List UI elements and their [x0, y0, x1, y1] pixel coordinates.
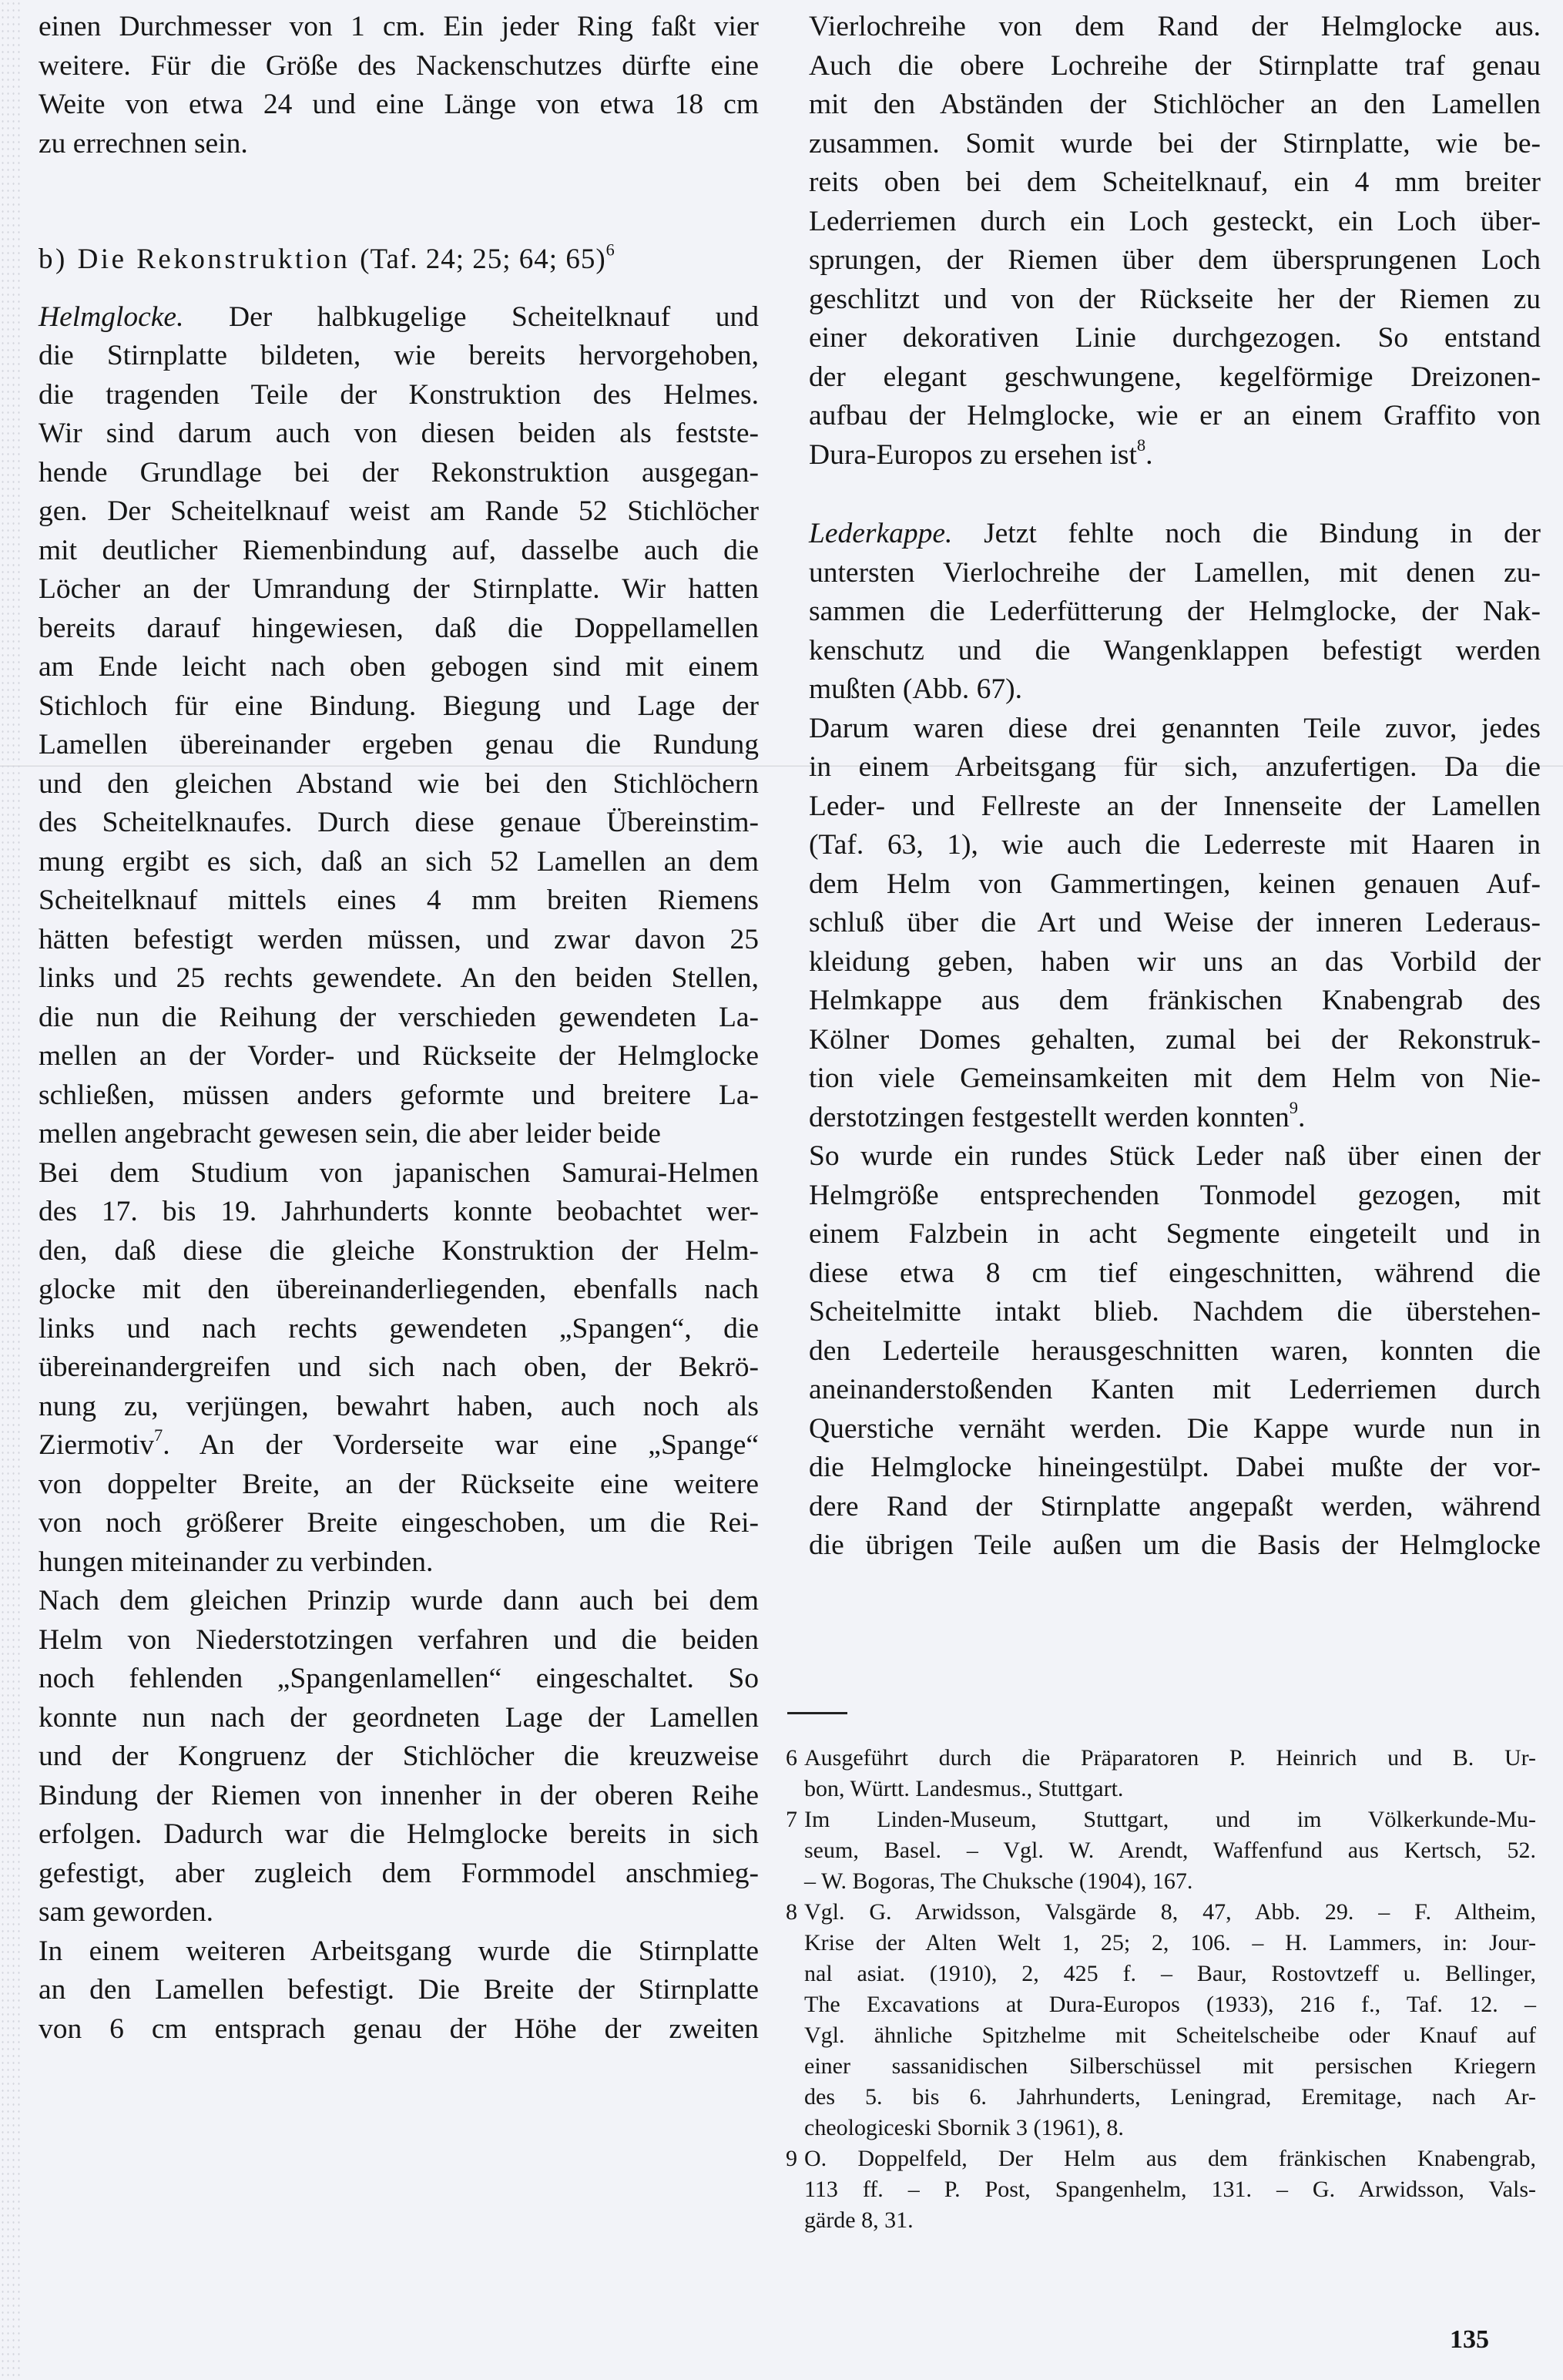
footnote-line: einer sassanidischen Silberschüssel mit persischen Kriegern	[804, 2053, 1536, 2079]
text-line: diese etwa 8 cm tief eingeschnitten, während die	[809, 1257, 1541, 1289]
paragraph-continuation	[809, 0, 1541, 475]
text-line: bereits darauf hingewiesen, daß die Doppellamellen	[39, 612, 759, 644]
text-line: links und nach rechts gewendeten „Spangen“, die	[39, 1312, 759, 1344]
text-line: den Lederteile herausgeschnitten waren, konnten die	[809, 1334, 1541, 1367]
text-line: Wir sind darum auch von diesen beiden als festste-	[39, 418, 759, 449]
text-line: hätten befestigt werden müssen, und zwar davon 25	[39, 923, 759, 955]
text-line: aneinanderstoßenden Kanten mit Lederriemen durch	[809, 1374, 1541, 1405]
text-fragment: Jetzt fehlte noch die Bindung in der	[984, 518, 1541, 549]
left-column	[39, 0, 759, 2049]
text-line: nung zu, verjüngen, bewahrt haben, auch noch als	[39, 1390, 759, 1422]
text-line: mung ergibt es sich, daß an sich 52 Lamellen an dem	[39, 845, 759, 878]
text-line: einer dekorativen Linie durchgezogen. So entstand	[809, 322, 1541, 354]
text-line: dem Helm von Gammertingen, keinen genauen Auf-	[809, 868, 1541, 900]
text-line: reits oben bei dem Scheitelknauf, ein 4 mm breiter	[809, 166, 1541, 198]
text-line: Bei dem Studium von japanischen Samurai-Helmen	[39, 1156, 759, 1189]
text-line: die tragenden Teile der Konstruktion des Helmes.	[39, 378, 759, 411]
footnote-line: Vgl. G. Arwidsson, Valsgärde 8, 47, Abb. 29. – F. Altheim,	[804, 1899, 1536, 1925]
text-line: einem Falzbein in acht Segmente eingeteilt und in	[809, 1218, 1541, 1250]
text-line: Kölner Domes gehalten, zumal bei der Rekonstruk-	[809, 1023, 1541, 1056]
footnote-line: gärde 8, 31.	[804, 2207, 914, 2233]
text-line: Helmkappe aus dem fränkischen Knabengrab des	[809, 985, 1541, 1016]
text-line: glocke mit den übereinanderliegenden, ebenfalls nach	[39, 1274, 759, 1305]
text-line: Scheitelknauf mittels eines 4 mm breiten Riemens	[39, 885, 759, 916]
text-fragment: Dura-Europos zu ersehen ist	[809, 438, 1137, 471]
text-line: Lamellen übereinander ergeben genau die Rundung	[39, 729, 759, 760]
text-line: hungen miteinander zu verbinden.	[39, 1546, 434, 1578]
section-heading	[39, 240, 759, 280]
text-line: die Stirnplatte bildeten, wie bereits hervorgehoben,	[39, 340, 759, 371]
text-line: einen Durchmesser von 1 cm. Ein jeder Ring faßt vier	[39, 11, 759, 42]
section-heading-refs: (Taf. 24; 25; 64; 65)	[360, 243, 606, 275]
paragraph-leder	[809, 1137, 1541, 1566]
text-line	[809, 1099, 1541, 1138]
footnote-ref[interactable]: 6	[605, 240, 618, 260]
footnote-line: O. Doppelfeld, Der Helm aus dem fränkischen Knabengrab,	[804, 2146, 1536, 2171]
footnote-line: Krise der Alten Welt 1, 25; 2, 106. – H. Lammers, in: Jour-	[804, 1930, 1536, 1955]
text-line: erfolgen. Dadurch war die Helmglocke bereits in sich	[39, 1818, 759, 1850]
text-line: (Taf. 63, 1), wie auch die Lederreste mit Haaren in	[809, 829, 1541, 861]
footnote-number: 7	[786, 1807, 797, 1832]
footnote-line: Im Linden-Museum, Stuttgart, und im Völkerkunde-Mu-	[804, 1807, 1536, 1832]
text-line: des 17. bis 19. Jahrhunderts konnte beobachtet wer-	[39, 1196, 759, 1227]
text-line: So wurde ein rundes Stück Leder naß über einen der	[809, 1140, 1541, 1172]
text-line: Stichloch für eine Bindung. Biegung und Lage der	[39, 690, 759, 722]
text-fragment: derstotzingen festgestellt werden konnten	[809, 1101, 1290, 1133]
text-line: Leder- und Fellreste an der Innenseite der Lamellen	[809, 790, 1541, 822]
text-line: dere Rand der Stirnplatte angepaßt werden, während	[809, 1490, 1541, 1522]
text-line: geschlitzt und von der Rückseite her der Riemen zu	[809, 283, 1541, 315]
text-line: gen. Der Scheitelknauf weist am Rande 52 Stichlöcher	[39, 495, 759, 527]
text-line: Löcher an der Umrandung der Stirnplatte. Wir hatten	[39, 573, 759, 605]
text-line: kleidung geben, haben wir uns an das Vorbild der	[809, 945, 1541, 978]
scan-edge-texture	[0, 0, 22, 2380]
text-line: untersten Vierlochreihe der Lamellen, mit denen zu-	[809, 556, 1541, 589]
paragraph-darum	[809, 710, 1541, 1138]
footnote-line: – W. Bogoras, The Chuksche (1904), 167.	[804, 1868, 1193, 1894]
footnote-line: bon, Württ. Landesmus., Stuttgart.	[804, 1776, 1124, 1801]
footnote-9	[786, 2143, 1536, 2236]
text-line: Bindung der Riemen von innenher in der oberen Reihe	[39, 1779, 759, 1811]
text-line: die Helmglocke hineingestülpt. Dabei mußte der vor-	[809, 1452, 1541, 1483]
text-line: gefestigt, aber zugleich dem Formmodel anschmieg-	[39, 1857, 759, 1889]
text-line: die nun die Reihung der verschieden gewendeten La-	[39, 1001, 759, 1033]
text-line: mit den Abständen der Stichlöcher an den Lamellen	[809, 89, 1541, 120]
footnote-number: 8	[786, 1899, 797, 1925]
text-line: schließen, müssen anders geformte und breitere La-	[39, 1079, 759, 1111]
text-line: mußten (Abb. 67).	[809, 673, 1023, 705]
footnote-line: 113 ff. – P. Post, Spangenhelm, 131. – G. Arwidsson, Vals-	[804, 2177, 1536, 2202]
footnote-line: des 5. bis 6. Jahrhunderts, Leningrad, Eremitage, nach Ar-	[804, 2084, 1536, 2110]
text-line	[39, 298, 759, 337]
footnotes	[786, 1743, 1536, 2236]
text-line: zu errechnen sein.	[39, 127, 248, 159]
text-line: Darum waren diese drei genannten Teile zuvor, jedes	[809, 712, 1541, 744]
footnote-line: cheologiceski Sbornik 3 (1961), 8.	[804, 2115, 1124, 2140]
text-fragment: .	[1298, 1101, 1306, 1133]
paragraph-lederkappe	[809, 515, 1541, 710]
text-line: in einem Arbeitsgang für sich, anzufertigen. Da die	[809, 751, 1541, 783]
footnote-separator-rule	[787, 1712, 847, 1714]
text-line: Auch die obere Lochreihe der Stirnplatte traf genau	[809, 49, 1541, 82]
text-line: von 6 cm entsprach genau der Höhe der zweiten	[39, 2012, 759, 2045]
text-line: hende Grundlage bei der Rekonstruktion ausgegan-	[39, 456, 759, 488]
run-in-title: Helmglocke.	[39, 300, 184, 333]
footnote-line: Vgl. ähnliche Spitzhelme mit Scheitelscheibe oder Knauf auf	[804, 2022, 1536, 2048]
text-line: weitere. Für die Größe des Nackenschutzes dürfte eine	[39, 49, 759, 82]
text-line: sprungen, der Riemen über dem übersprungenen Loch	[809, 244, 1541, 276]
footnote-ref[interactable]: 7	[153, 1425, 163, 1445]
text-line: der elegant geschwungene, kegelförmige Dreizonen-	[809, 361, 1541, 393]
text-fragment: Ziermotiv	[39, 1429, 154, 1461]
text-line	[809, 436, 1541, 475]
text-line: von noch größerer Breite eingeschoben, um die Rei-	[39, 1507, 759, 1539]
text-line: kenschutz und die Wangenklappen befestigt werden	[809, 634, 1541, 666]
text-line: Lederriemen durch ein Loch gesteckt, ein Loch über-	[809, 205, 1541, 237]
text-line: die übrigen Teile außen um die Basis der Helmglocke	[809, 1529, 1541, 1561]
text-line	[809, 515, 1541, 554]
text-line: sammen die Lederfütterung der Helmglocke, der Nak-	[809, 596, 1541, 627]
text-line: Vierlochreihe von dem Rand der Helmglocke aus.	[809, 11, 1541, 42]
intro-paragraph	[39, 0, 759, 163]
text-line: und den gleichen Abstand wie bei den Stichlöchern	[39, 767, 759, 800]
text-line: schluß über die Art und Weise der inneren Lederaus-	[809, 907, 1541, 938]
text-line: mellen angebracht gewesen sein, die aber leider beide	[39, 1118, 661, 1150]
text-line: den, daß diese die gleiche Konstruktion der Helm-	[39, 1234, 759, 1267]
text-line: von doppelter Breite, an der Rückseite eine weitere	[39, 1468, 759, 1500]
text-line: Helm von Niederstotzingen verfahren und die beiden	[39, 1623, 759, 1656]
footnote-line: Ausgeführt durch die Präparatoren P. Heinrich und B. Ur-	[804, 1745, 1536, 1771]
text-line: zusammen. Somit wurde bei der Stirnplatte, wie be-	[809, 127, 1541, 159]
text-line: In einem weiteren Arbeitsgang wurde die Stirnplatte	[39, 1935, 759, 1967]
footnote-6	[786, 1743, 1536, 1804]
right-column	[809, 0, 1541, 1566]
footnote-line: seum, Basel. – Vgl. W. Arendt, Waffenfund aus Kertsch, 52.	[804, 1838, 1536, 1863]
footnote-7	[786, 1804, 1536, 1897]
text-line: mit deutlicher Riemenbindung auf, dasselbe auch die	[39, 534, 759, 566]
text-line: Scheitelmitte intakt blieb. Nachdem die überstehen-	[809, 1296, 1541, 1328]
text-line: und der Kongruenz der Stichlöcher die kreuzweise	[39, 1741, 759, 1772]
footnote-8	[786, 1897, 1536, 2143]
text-fragment: Der halbkugelige Scheitelknauf und	[229, 300, 759, 333]
paragraph-arbeitsgang	[39, 1932, 759, 2049]
footnote-ref[interactable]: 8	[1136, 435, 1146, 455]
text-line: Nach dem gleichen Prinzip wurde dann auch bei dem	[39, 1585, 759, 1616]
paragraph-helmglocke	[39, 298, 759, 1154]
text-line: des Scheitelknaufes. Durch diese genaue Übereinstim-	[39, 807, 759, 838]
text-line: links und 25 rechts gewendete. An den beiden Stellen,	[39, 962, 759, 994]
footnote-ref[interactable]: 9	[1289, 1097, 1299, 1117]
text-line: mellen an der Vorder- und Rückseite der Helmglocke	[39, 1040, 759, 1072]
text-line: Querstiche vernäht werden. Die Kappe wurde nun in	[809, 1412, 1541, 1445]
text-line: aufbau der Helmglocke, wie er an einem Graffito von	[809, 400, 1541, 431]
run-in-title: Lederkappe.	[809, 518, 953, 549]
text-line: am Ende leicht nach oben gebogen sind mit einem	[39, 651, 759, 683]
text-line: Helmgröße entsprechenden Tonmodel gezogen, mit	[809, 1179, 1541, 1211]
text-fragment: .	[1145, 438, 1153, 471]
text-fragment: . An der Vorderseite war eine „Spange“	[163, 1429, 759, 1461]
text-line: sam geworden.	[39, 1896, 214, 1928]
text-line: übereinandergreifen und sich nach oben, der Bekrö-	[39, 1351, 759, 1383]
text-line	[39, 1426, 759, 1465]
text-line: noch fehlenden „Spangenlamellen“ eingeschaltet. So	[39, 1663, 759, 1694]
text-line: an den Lamellen befestigt. Die Breite der Stirnplatte	[39, 1974, 759, 2006]
text-line: konnte nun nach der geordneten Lage der Lamellen	[39, 1701, 759, 1734]
footnote-line: nal asiat. (1910), 2, 425 f. – Baur, Rostovtzeff u. Bellinger,	[804, 1961, 1536, 1986]
footnote-number: 9	[786, 2146, 797, 2171]
page-number: 135	[1450, 2325, 1489, 2354]
text-line: Weite von etwa 24 und eine Länge von etwa 18 cm	[39, 89, 759, 120]
paragraph-samurai	[39, 1154, 759, 1583]
section-heading-label: b) Die Rekonstruktion	[39, 243, 351, 275]
footnote-line: The Excavations at Dura-Europos (1933), 216 f., Taf. 12. –	[804, 1992, 1536, 2017]
paragraph-prinzip	[39, 1582, 759, 1932]
footnote-number: 6	[786, 1745, 797, 1771]
text-line: tion viele Gemeinsamkeiten mit dem Helm von Nie-	[809, 1062, 1541, 1094]
